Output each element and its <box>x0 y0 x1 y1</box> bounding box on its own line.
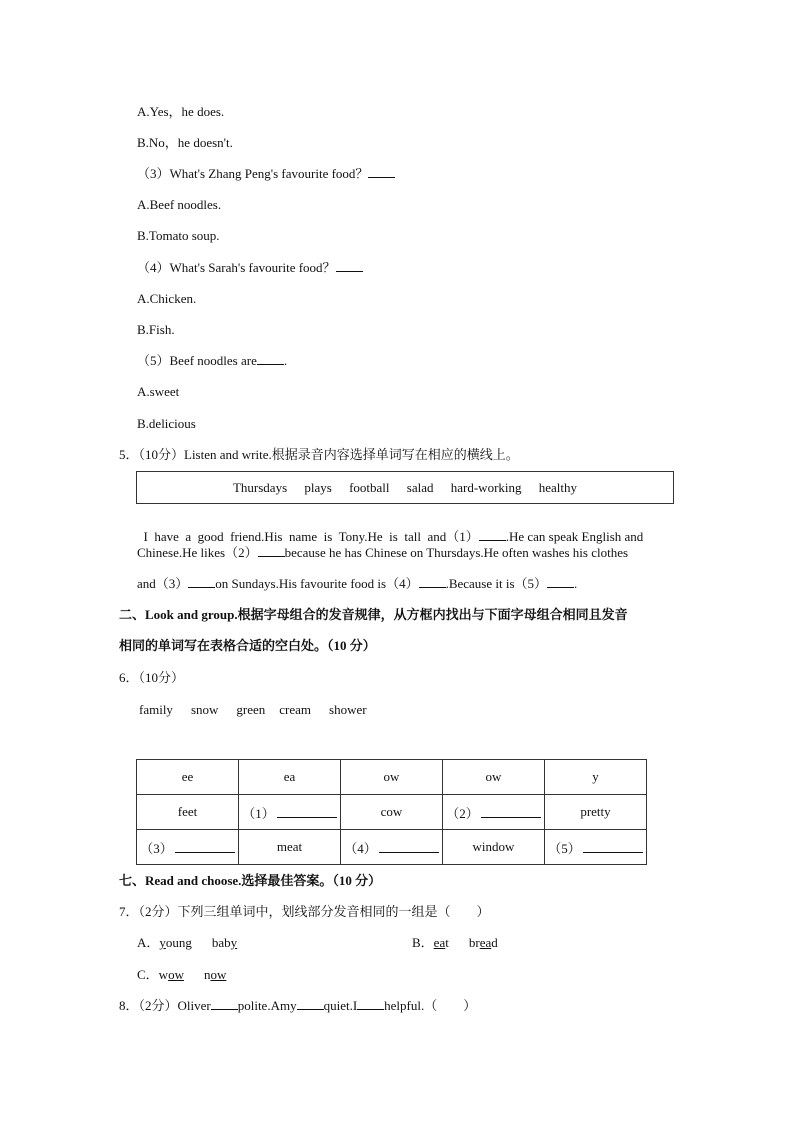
answer-blank[interactable] <box>336 260 363 272</box>
question-text: quiet.I <box>323 998 358 1013</box>
choice-b[interactable] <box>412 935 498 951</box>
blank-number: （5） <box>548 840 581 856</box>
option-text: B.Tomato soup. <box>137 228 220 243</box>
word-bank-item: Thursdays <box>232 480 288 495</box>
table-cell: feet <box>137 795 239 830</box>
choice-a[interactable] <box>137 935 237 951</box>
question-heading: 5．（10分）Listen and write.根据录音内容选择单词写在相应的横线上。 <box>119 447 519 462</box>
word-list-item: cream <box>279 702 312 717</box>
table-cell-blank[interactable] <box>545 830 647 865</box>
word-list <box>139 702 385 718</box>
passage-text: on Sundays.His favourite food is（4） <box>215 576 419 591</box>
passage-text: and（3） <box>137 576 189 591</box>
table-cell: cow <box>341 795 443 830</box>
sub-question <box>137 260 363 276</box>
answer-blank[interactable] <box>211 998 238 1010</box>
punctuation: . <box>574 576 578 591</box>
question-text: 8．（2分）Oliver <box>119 998 211 1013</box>
question-text: helpful.（ ） <box>384 998 477 1013</box>
sub-question <box>137 353 287 369</box>
table-header-row <box>137 760 647 795</box>
table-header: y <box>545 760 647 795</box>
option-text: B.delicious <box>137 416 196 431</box>
blank-number: （2） <box>446 805 479 821</box>
table-header: ee <box>137 760 239 795</box>
word-bank-item: salad <box>406 480 434 495</box>
word-bank-item: hard-working <box>450 480 522 495</box>
answer-blank[interactable] <box>479 529 506 541</box>
answer-blank[interactable] <box>257 353 284 365</box>
option-text: B.Fish. <box>137 322 175 337</box>
section-heading: 相同的单词写在表格合适的空白处。（10 分） <box>119 638 376 653</box>
word-bank-item: healthy <box>538 480 578 495</box>
answer-blank[interactable] <box>368 166 395 178</box>
table-row <box>137 830 647 865</box>
option-text: A.Beef noodles. <box>137 197 222 212</box>
choice-c[interactable] <box>137 967 226 983</box>
phonics-table <box>136 759 647 865</box>
word-list-item: snow <box>190 702 219 717</box>
sub-question-text: （5）Beef noodles are <box>137 353 257 368</box>
choice-word: young <box>159 935 192 950</box>
word-bank-box <box>136 471 674 504</box>
word-list-item: green <box>236 702 266 717</box>
question-text: polite.Amy <box>237 998 297 1013</box>
choice-label: C． <box>137 967 159 982</box>
choice-word: eat <box>433 935 449 950</box>
blank-number: （1） <box>242 805 275 821</box>
question-stem <box>119 998 476 1014</box>
word-bank-item: football <box>349 480 390 495</box>
passage-line <box>137 576 577 592</box>
answer-blank[interactable] <box>188 576 215 588</box>
table-cell-blank[interactable] <box>443 795 545 830</box>
blank-number: （4） <box>344 840 377 856</box>
sub-question-text: （3）What's Zhang Peng's favourite food？ <box>137 166 369 181</box>
sub-question-text: （4）What's Sarah's favourite food？ <box>137 260 336 275</box>
choice-word: bread <box>468 935 498 950</box>
word-list-item: family <box>139 702 173 717</box>
answer-blank[interactable] <box>357 998 384 1010</box>
option-text: A.sweet <box>137 384 180 399</box>
passage-text: .He can speak English and <box>505 529 644 544</box>
answer-blank[interactable] <box>419 576 446 588</box>
table-header: ow <box>341 760 443 795</box>
answer-blank[interactable] <box>277 806 337 818</box>
table-cell-blank[interactable] <box>137 830 239 865</box>
passage-line <box>137 545 628 561</box>
choice-word: baby <box>211 935 238 950</box>
answer-blank[interactable] <box>258 545 285 557</box>
table-cell: window <box>443 830 545 865</box>
answer-blank[interactable] <box>547 576 574 588</box>
option-text: A.Chicken. <box>137 291 197 306</box>
word-list-item: shower <box>329 702 367 717</box>
word-bank-item: plays <box>304 480 332 495</box>
punctuation: . <box>283 353 288 368</box>
passage-line <box>137 513 643 545</box>
answer-blank[interactable] <box>583 841 643 853</box>
passage-text: I have a good friend.His name is Tony.He is tall and（1） <box>143 529 479 544</box>
section-heading: 七、Read and choose.选择最佳答案。（10 分） <box>119 873 382 888</box>
option-text: A.Yes，he does. <box>137 104 225 119</box>
table-cell-blank[interactable] <box>239 795 341 830</box>
passage-text: Chinese.He likes（2） <box>137 545 258 560</box>
passage-text: .Because it is（5） <box>445 576 548 591</box>
choice-label: A． <box>137 935 160 950</box>
option-text: B.No，he doesn't. <box>137 135 233 150</box>
table-cell: pretty <box>545 795 647 830</box>
choice-word: wow <box>158 967 184 982</box>
question-stem: 7．（2分）下列三组单词中，划线部分发音相同的一组是（ ） <box>119 904 490 919</box>
table-cell: meat <box>239 830 341 865</box>
table-row <box>137 795 647 830</box>
table-header: ea <box>239 760 341 795</box>
answer-blank[interactable] <box>481 806 541 818</box>
answer-blank[interactable] <box>379 841 439 853</box>
table-cell-blank[interactable] <box>341 830 443 865</box>
passage-text: because he has Chinese on Thursdays.He often washes his clothes <box>284 545 629 560</box>
answer-blank[interactable] <box>297 998 324 1010</box>
question-heading: 6．（10分） <box>119 670 185 685</box>
choice-word: now <box>203 967 227 982</box>
choice-label: B． <box>412 935 434 950</box>
answer-blank[interactable] <box>175 841 235 853</box>
section-heading: 二、Look and group.根据字母组合的发音规律，从方框内找出与下面字母组合相同且发音 <box>119 607 628 622</box>
blank-number: （3） <box>140 840 173 856</box>
sub-question <box>137 166 395 182</box>
table-header: ow <box>443 760 545 795</box>
